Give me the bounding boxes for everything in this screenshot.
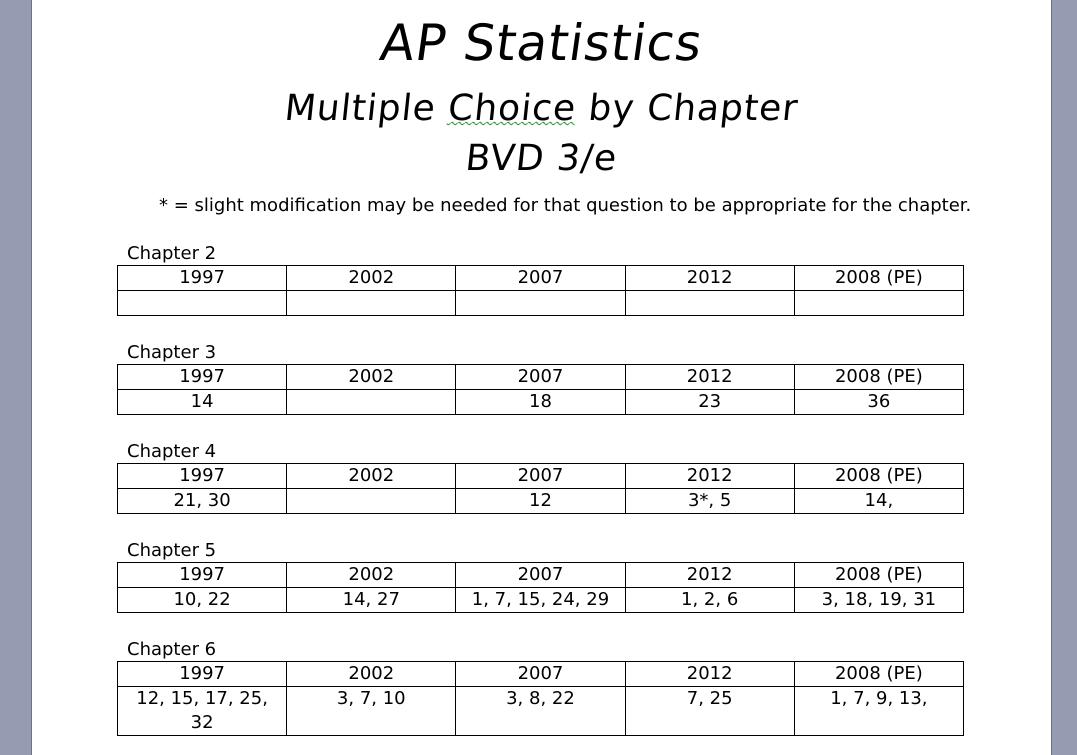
- year-header: 2012: [625, 662, 794, 687]
- question-cell: [625, 291, 794, 316]
- question-cell: [794, 291, 963, 316]
- question-row: [118, 390, 964, 415]
- year-header: 1997: [118, 662, 287, 687]
- year-header: 1997: [118, 464, 287, 489]
- question-cell: 7, 25: [625, 687, 794, 736]
- year-header: 2002: [287, 365, 456, 390]
- question-cell: [287, 390, 456, 415]
- chapter-table: [117, 661, 964, 736]
- subtitle-choice-word: Choice: [446, 88, 579, 129]
- question-cell: 12: [456, 489, 625, 514]
- year-header: 2007: [456, 464, 625, 489]
- year-header: 2007: [456, 563, 625, 588]
- year-header-row: [118, 266, 964, 291]
- year-header: 2007: [456, 365, 625, 390]
- question-cell: [287, 291, 456, 316]
- year-header: 2008 (PE): [794, 464, 963, 489]
- year-header-row: [118, 662, 964, 687]
- question-row: [118, 588, 964, 613]
- question-cell: 14: [118, 390, 287, 415]
- year-header: 2012: [625, 365, 794, 390]
- year-header: 2012: [625, 464, 794, 489]
- chapter-block: [117, 342, 964, 415]
- year-header-row: [118, 563, 964, 588]
- year-header: 1997: [118, 365, 287, 390]
- chapter-table: [117, 364, 964, 415]
- chapter-table: [117, 463, 964, 514]
- document-subtitle: [30, 88, 1053, 129]
- year-header: 2008 (PE): [794, 563, 963, 588]
- question-cell: 18: [456, 390, 625, 415]
- question-cell: [118, 291, 287, 316]
- chapter-label: Chapter 4: [127, 441, 217, 462]
- year-header: 2007: [456, 662, 625, 687]
- chapter-block: [117, 243, 964, 316]
- year-header: 2008 (PE): [794, 365, 963, 390]
- chapter-label: Chapter 5: [127, 540, 217, 561]
- year-header: 2007: [456, 266, 625, 291]
- question-cell: 1, 7, 9, 13,: [794, 687, 963, 736]
- question-cell: 1, 7, 15, 24, 29: [456, 588, 625, 613]
- year-header: 2008 (PE): [794, 662, 963, 687]
- document-title: AP Statistics: [376, 14, 707, 72]
- chapter-block: [117, 441, 964, 514]
- question-cell: 12, 15, 17, 25, 32: [118, 687, 287, 736]
- chapter-table: [117, 562, 964, 613]
- question-cell: 1, 2, 6: [625, 588, 794, 613]
- question-row: [118, 291, 964, 316]
- question-cell: 10, 22: [118, 588, 287, 613]
- chapter-label: Chapter 6: [127, 639, 217, 660]
- chapter-label: Chapter 3: [127, 342, 217, 363]
- question-cell: 3, 8, 22: [456, 687, 625, 736]
- chapter-block: [117, 540, 964, 613]
- subtitle-part-2: by Chapter: [574, 88, 801, 129]
- question-cell: 14, 27: [287, 588, 456, 613]
- document-edition: BVD 3/e: [463, 138, 620, 179]
- year-header: 1997: [118, 266, 287, 291]
- year-header: 2008 (PE): [794, 266, 963, 291]
- question-cell: 3, 18, 19, 31: [794, 588, 963, 613]
- question-cell: 14,: [794, 489, 963, 514]
- question-cell: 3*, 5: [625, 489, 794, 514]
- year-header-row: [118, 464, 964, 489]
- year-header: 2012: [625, 266, 794, 291]
- chapter-table: [117, 265, 964, 316]
- question-cell: 21, 30: [118, 489, 287, 514]
- year-header-row: [118, 365, 964, 390]
- question-cell: 36: [794, 390, 963, 415]
- year-header: 2002: [287, 563, 456, 588]
- question-cell: [456, 291, 625, 316]
- question-row: [118, 687, 964, 736]
- subtitle-part-1: Multiple: [282, 88, 451, 129]
- year-header: 1997: [118, 563, 287, 588]
- chapter-label: Chapter 2: [127, 243, 217, 264]
- question-row: [118, 489, 964, 514]
- chapter-block: [117, 639, 964, 736]
- modification-note: * = slight modification may be needed for that question to be appropriate for the chapter.: [159, 195, 972, 216]
- year-header: 2002: [287, 464, 456, 489]
- year-header: 2002: [287, 266, 456, 291]
- year-header: 2012: [625, 563, 794, 588]
- question-cell: 3, 7, 10: [287, 687, 456, 736]
- question-cell: [287, 489, 456, 514]
- question-cell: 23: [625, 390, 794, 415]
- year-header: 2002: [287, 662, 456, 687]
